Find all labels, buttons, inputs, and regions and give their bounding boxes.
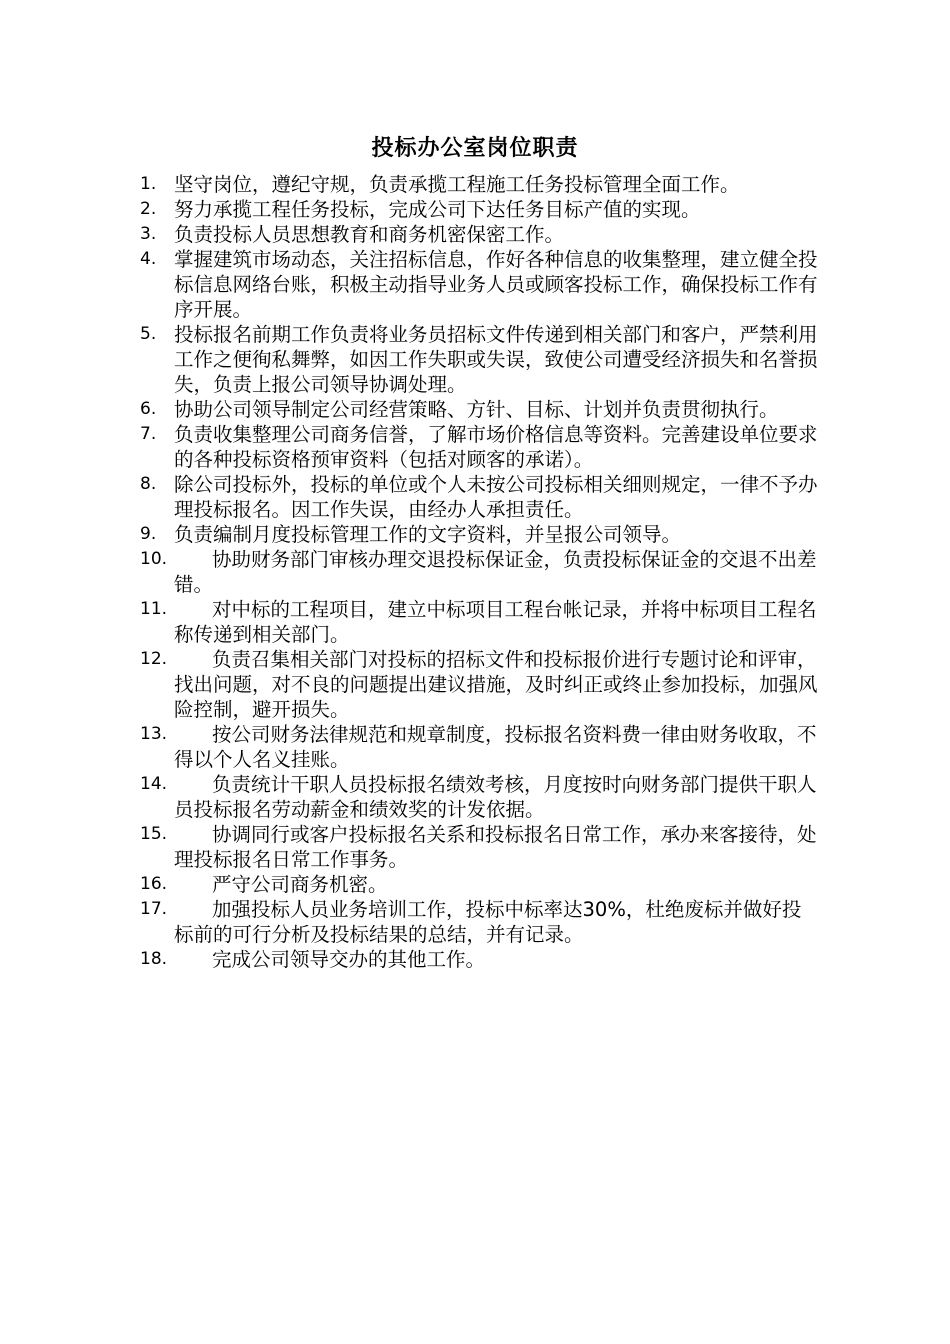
list-item	[140, 197, 820, 222]
list-item	[140, 597, 820, 647]
document-title: 投标办公室岗位职责	[371, 136, 579, 161]
item-number: 7.	[140, 424, 157, 444]
item-text: 负责编制月度投标管理工作的文字资料，并呈报公司领导。	[174, 523, 682, 546]
list-item	[140, 172, 820, 197]
duty-list	[140, 172, 820, 972]
item-text: 负责召集相关部门对投标的招标文件和投标报价进行专题讨论和评审，找出问题，对不良的问题提出建议措施，及时纠正或终止参加投标，加强风险控制，避开损失。	[174, 648, 818, 721]
item-number: 1.	[140, 174, 157, 194]
item-text: 协调同行或客户投标报名关系和投标报名日常工作，承办来客接待，处理投标报名日常工作事务。	[174, 823, 817, 871]
list-item	[140, 772, 820, 822]
list-item	[140, 897, 820, 947]
list-item	[140, 822, 820, 872]
list-item	[140, 322, 820, 397]
item-text: 坚守岗位，遵纪守规，负责承揽工程施工任务投标管理全面工作。	[174, 173, 740, 196]
item-number: 18.	[140, 949, 168, 969]
item-number: 16.	[140, 874, 168, 894]
list-item	[140, 522, 820, 547]
list-item	[140, 422, 820, 472]
item-number: 3.	[140, 224, 157, 244]
list-item	[140, 397, 820, 422]
list-item	[140, 222, 820, 247]
item-text: 投标报名前期工作负责将业务员招标文件传递到相关部门和客户，严禁利用工作之便徇私舞弊，如因工作失职或失误，致使公司遭受经济损失和名誉损失，负责上报公司领导协调处理。	[174, 323, 818, 396]
item-number: 15.	[140, 824, 168, 844]
item-number: 2.	[140, 199, 157, 219]
item-number: 17.	[140, 899, 168, 919]
list-item	[140, 472, 820, 522]
item-number: 6.	[140, 399, 157, 419]
item-number: 4.	[140, 249, 157, 269]
item-text: 负责收集整理公司商务信誉，了解市场价格信息等资料。完善建设单位要求的各种投标资格预审资料（包括对顾客的承诺）。	[174, 423, 818, 471]
item-number: 12.	[140, 649, 168, 669]
item-number: 10.	[140, 549, 168, 569]
list-item	[140, 547, 820, 597]
item-number: 14.	[140, 774, 168, 794]
list-item	[140, 722, 820, 772]
item-number: 13.	[140, 724, 168, 744]
item-text: 完成公司领导交办的其他工作。	[212, 948, 486, 971]
item-text: 严守公司商务机密。	[212, 873, 388, 896]
list-item	[140, 947, 820, 972]
item-number: 8.	[140, 474, 157, 494]
item-text: 加强投标人员业务培训工作，投标中标率达30%，杜绝废标并做好投标前的可行分析及投标结果的总结，并有记录。	[174, 898, 802, 946]
item-text: 负责投标人员思想教育和商务机密保密工作。	[174, 223, 565, 246]
item-text: 协助公司领导制定公司经营策略、方针、目标、计划并负责贯彻执行。	[174, 398, 779, 421]
item-text: 负责统计干职人员投标报名绩效考核，月度按时向财务部门提供干职人员投标报名劳动薪金和绩效奖的计发依据。	[174, 773, 817, 821]
item-number: 11.	[140, 599, 168, 619]
item-number: 9.	[140, 524, 157, 544]
item-text: 对中标的工程项目，建立中标项目工程台帐记录，并将中标项目工程名称传递到相关部门。	[174, 598, 817, 646]
list-item	[140, 872, 820, 897]
item-text: 努力承揽工程任务投标，完成公司下达任务目标产值的实现。	[174, 198, 701, 221]
list-item	[140, 247, 820, 322]
item-text: 按公司财务法律规范和规章制度，投标报名资料费一律由财务收取，不得以个人名义挂账。	[174, 723, 817, 771]
item-text: 除公司投标外，投标的单位或个人未按公司投标相关细则规定，一律不予办理投标报名。因工作失误，由经办人承担责任。	[174, 473, 818, 521]
list-item	[140, 647, 820, 722]
item-text: 协助财务部门审核办理交退投标保证金，负责投标保证金的交退不出差错。	[174, 548, 817, 596]
item-text: 掌握建筑市场动态，关注招标信息，作好各种信息的收集整理，建立健全投标信息网络台账，积极主动指导业务人员或顾客投标工作，确保投标工作有序开展。	[174, 248, 818, 321]
item-number: 5.	[140, 324, 157, 344]
